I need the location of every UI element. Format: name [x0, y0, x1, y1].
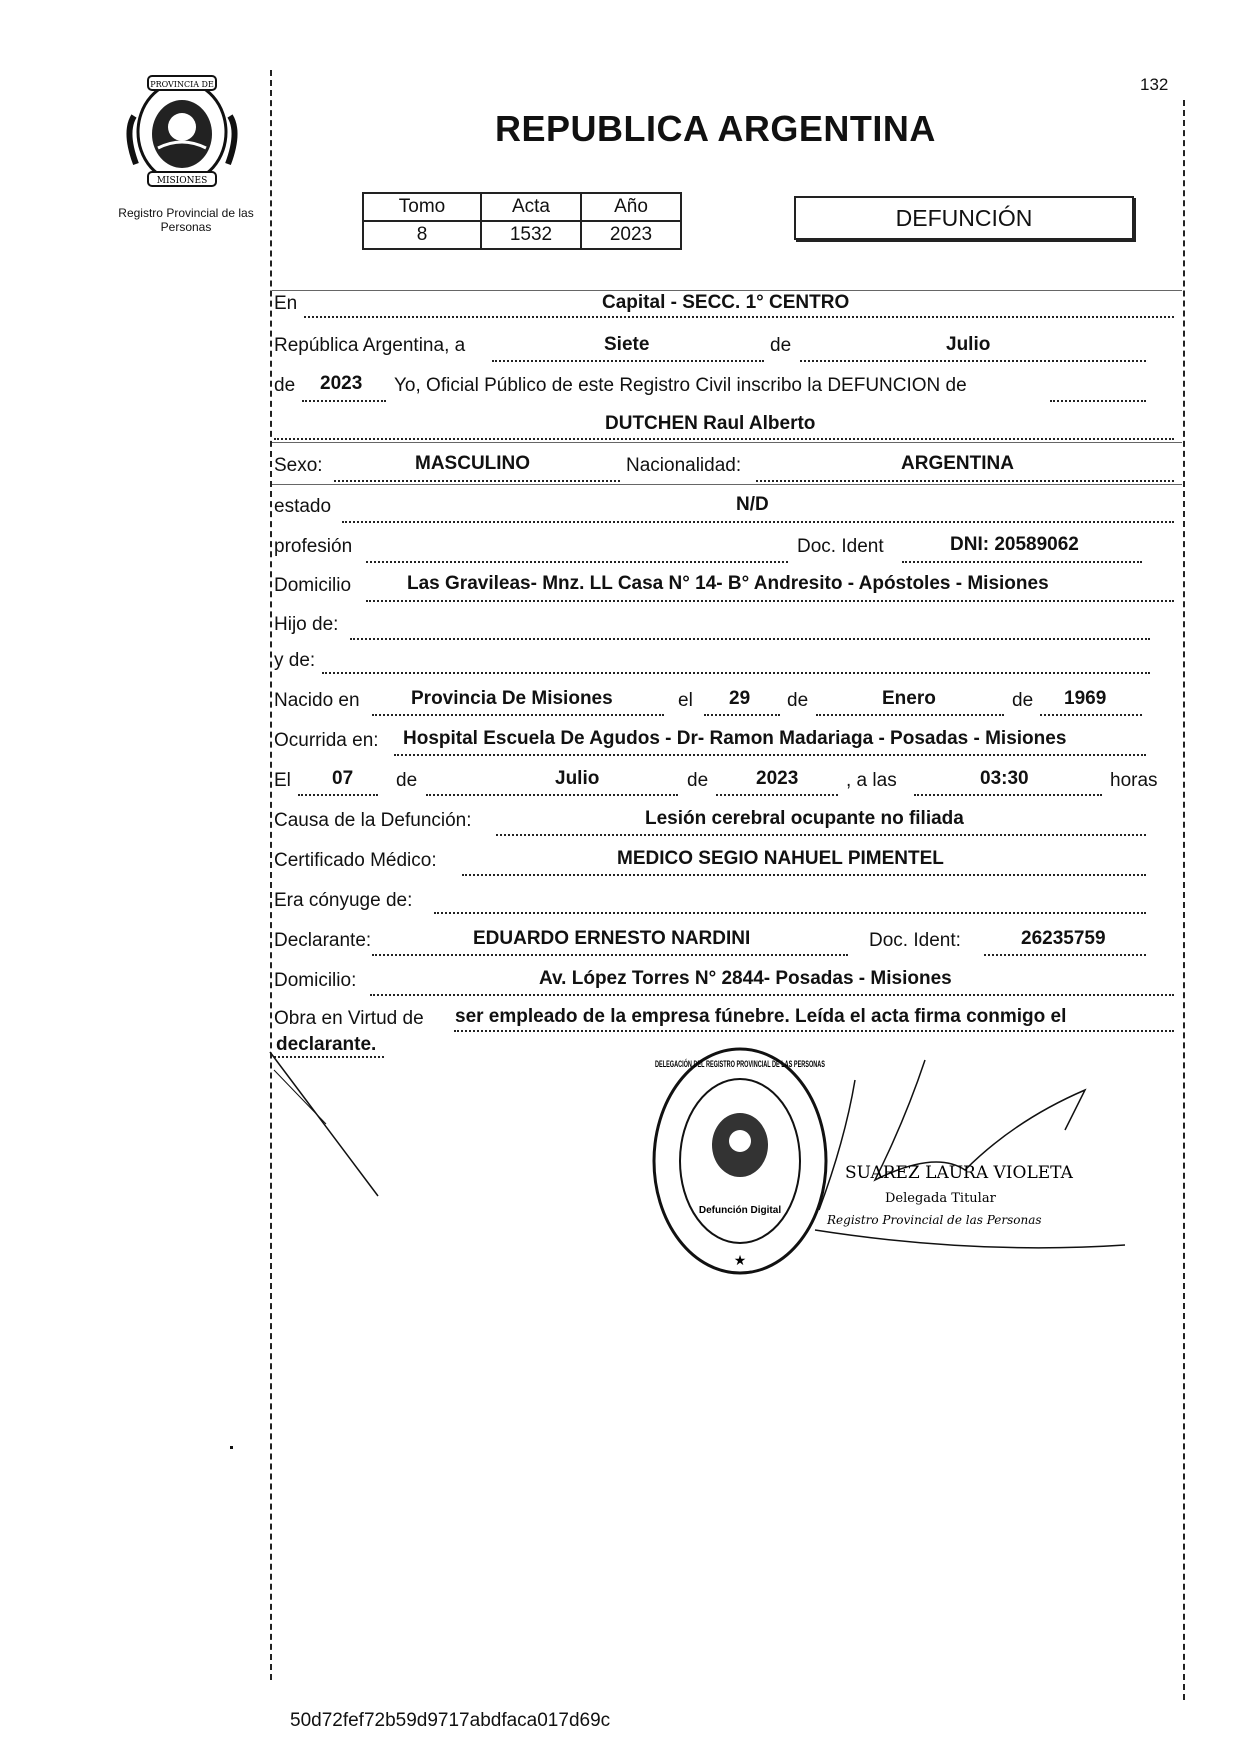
value-mes: Julio: [946, 334, 991, 355]
label-en: En: [274, 293, 298, 314]
value-lugar: Capital - SECC. 1° CENTRO: [602, 292, 850, 313]
label-a-las: , a las: [846, 770, 897, 791]
value-causa: Lesión cerebral ocupante no filiada: [645, 808, 964, 829]
logo-top-text: PROVINCIA DE: [150, 80, 214, 89]
cancel-line: [268, 1050, 388, 1200]
value-nacionalidad: ARGENTINA: [901, 453, 1014, 474]
table-cell-anio: 2023: [581, 221, 681, 249]
label-domicilio-declarante: Domicilio:: [274, 970, 357, 991]
value-certificado: MEDICO SEGIO NAHUEL PIMENTEL: [617, 848, 944, 869]
label-sexo: Sexo:: [274, 455, 323, 476]
page-number: 132: [1140, 75, 1169, 94]
value-doc-declarante: 26235759: [1021, 928, 1106, 949]
value-dia-defuncion: 07: [332, 768, 354, 789]
table-header-anio: Año: [581, 193, 681, 221]
stamp-inner-text: Defunción Digital: [698, 1205, 782, 1216]
label-y-de: y de:: [274, 650, 316, 671]
label-de-anio: de: [274, 375, 296, 396]
firma-cargo: Delegada Titular: [885, 1191, 996, 1206]
value-nombre-difunto: DUTCHEN Raul Alberto: [605, 413, 816, 434]
tipo-acta-box: DEFUNCIÓN: [794, 196, 1134, 240]
document-hash: 50d72fef72b59d9717abdfaca017d69c: [290, 1710, 611, 1731]
registro-stamp: [650, 1045, 932, 1277]
label-horas: horas: [1110, 770, 1158, 791]
value-anio-defuncion: 2023: [756, 768, 799, 789]
table-header-acta: Acta: [481, 193, 581, 221]
label-doc-ident-declarante: Doc. Ident:: [869, 930, 961, 951]
table-header-tomo: Tomo: [363, 193, 481, 221]
label-de-def-1: de: [396, 770, 418, 791]
value-obra-en-virtud-2: declarante.: [276, 1034, 377, 1055]
value-domicilio-declarante: Av. López Torres N° 2844- Posadas - Misiones: [539, 968, 952, 989]
texto-inscripcion: Yo, Oficial Público de este Registro Civil inscribo la DEFUNCION de: [394, 375, 967, 396]
signature: [815, 1060, 1145, 1260]
label-de-nac-1: de: [787, 690, 809, 711]
stamp-outer-text: DELEGACIÓN DEL REGISTRO PROVINCIAL DE LAS PERSONAS: [655, 1059, 932, 1069]
value-dia-nacimiento: 29: [729, 688, 751, 709]
label-nacido-en: Nacido en: [274, 690, 360, 711]
value-sexo: MASCULINO: [415, 453, 531, 474]
value-lugar-nacimiento: Provincia De Misiones: [411, 688, 613, 709]
value-ocurrida: Hospital Escuela De Agudos - Dr- Ramon Madariaga - Posadas - Misiones: [403, 728, 1067, 749]
table-row: [363, 221, 681, 249]
label-domicilio: Domicilio: [274, 575, 352, 596]
svg-text:★: ★: [733, 1252, 747, 1268]
table-cell-acta: 1532: [481, 221, 581, 249]
label-de: de: [770, 335, 792, 356]
logo-bottom-text: MISIONES: [156, 176, 208, 186]
value-declarante: EDUARDO ERNESTO NARDINI: [473, 928, 751, 949]
value-mes-defuncion: Julio: [555, 768, 600, 789]
label-obra-en-virtud: Obra en Virtud de: [274, 1008, 424, 1029]
label-declarante: Declarante:: [274, 930, 372, 951]
value-dni: DNI: 20589062: [950, 534, 1079, 555]
right-margin-line: [1183, 100, 1185, 1700]
value-anio: 2023: [320, 373, 363, 394]
label-profesion: profesión: [274, 536, 353, 557]
left-margin-line: [270, 70, 272, 1680]
label-certificado: Certificado Médico:: [274, 850, 437, 871]
label-estado: estado: [274, 496, 332, 517]
value-obra-en-virtud: ser empleado de la empresa fúnebre. Leída el acta firma conmigo el: [455, 1006, 1067, 1027]
page-title: REPUBLICA ARGENTINA: [495, 108, 936, 149]
label-de-def-2: de: [687, 770, 709, 791]
value-hora: 03:30: [980, 768, 1029, 789]
label-conyuge: Era cónyuge de:: [274, 890, 413, 911]
label-nacionalidad: Nacionalidad:: [626, 455, 742, 476]
provincia-misiones-logo: [118, 72, 246, 192]
label-el-fecha: El: [274, 770, 291, 791]
label-causa: Causa de la Defunción:: [274, 810, 472, 831]
firma-registro: Registro Provincial de las Personas: [827, 1213, 1042, 1227]
label-de-nac-2: de: [1012, 690, 1034, 711]
table-header-row: [363, 193, 681, 221]
value-anio-nacimiento: 1969: [1064, 688, 1107, 709]
label-republica: República Argentina, a: [274, 335, 466, 356]
value-mes-nacimiento: Enero: [882, 688, 936, 709]
table-cell-tomo: 8: [363, 221, 481, 249]
tomo-acta-anio-table: [362, 192, 682, 250]
stray-dot: [230, 1446, 233, 1449]
label-el: el: [678, 690, 693, 711]
registro-provincial-label: Registro Provincial de las Personas: [118, 206, 254, 234]
label-doc-ident: Doc. Ident: [797, 536, 884, 557]
firma-nombre: SUAREZ LAURA VIOLETA: [845, 1163, 1073, 1183]
label-hijo-de: Hijo de:: [274, 614, 339, 635]
value-dia-texto: Siete: [604, 334, 650, 355]
value-domicilio: Las Gravileas- Mnz. LL Casa N° 14- B° Andresito - Apóstoles - Misiones: [407, 573, 1049, 594]
value-estado: N/D: [736, 494, 769, 515]
label-ocurrida-en: Ocurrida en:: [274, 730, 379, 751]
